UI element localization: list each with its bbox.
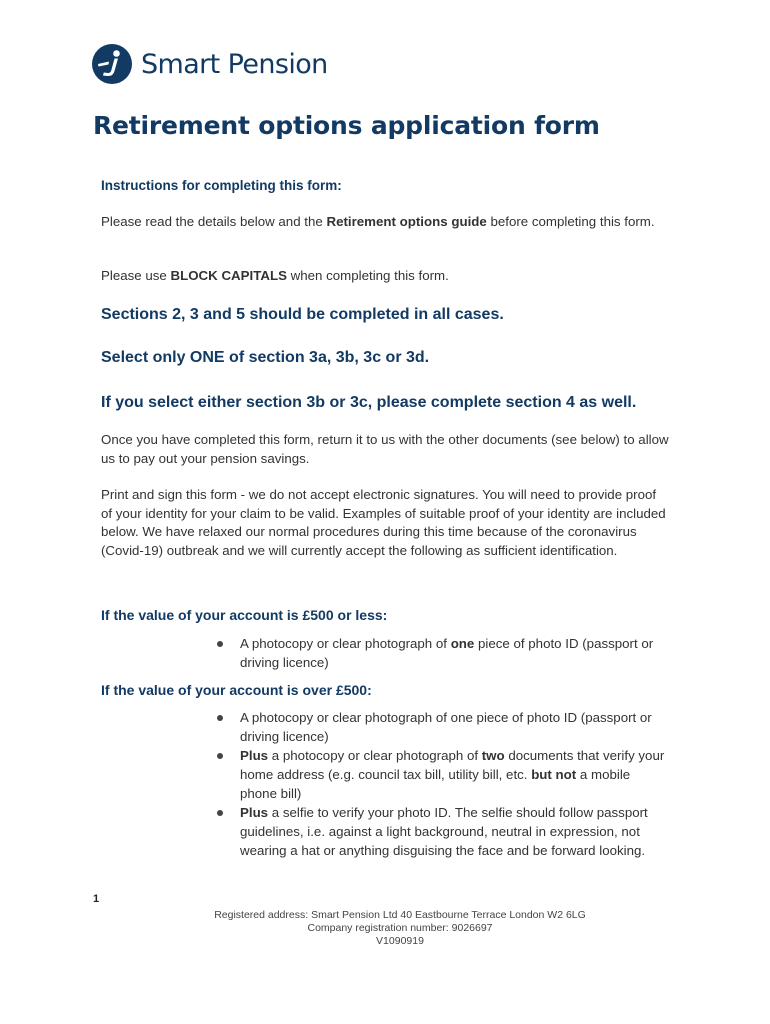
list-item: [217, 634, 667, 672]
bullet-icon: [217, 810, 223, 816]
instructions-paragraph-capitals: [101, 267, 661, 286]
over-500-list: [217, 708, 667, 860]
bullet-icon: [217, 641, 223, 647]
text: two: [481, 748, 505, 763]
list-item: [217, 803, 667, 860]
version-code: V1090919: [376, 935, 424, 947]
instructions-paragraph-guide: [101, 213, 661, 232]
retirement-options-guide-text: Retirement options guide: [326, 214, 487, 229]
text: A photocopy or clear photograph of one piece of photo ID (passport or driving licence): [240, 710, 652, 744]
print-sign-paragraph: Print and sign this form - we do not accept electronic signatures. You will need to provide proof of your identity for your claim to be valid. Examples of suitable proof of your identity are included below. We have relaxed our normal procedures during this time because of the coronavirus (Covid-19) outbreak and we will currently accept the following as sufficient identification.: [101, 487, 666, 558]
under-500-list: [217, 634, 667, 672]
page-number: 1: [93, 893, 100, 905]
text: Please read the details below and the: [101, 214, 327, 229]
page-footer: [0, 909, 770, 948]
text: Plus: [240, 748, 269, 763]
instructions-heading: Instructions for completing this form:: [101, 178, 342, 193]
list-item: [217, 708, 667, 746]
text: documents that verify your home address (e.g. council tax bill, utility bill, etc.: [240, 748, 665, 782]
return-paragraph: Once you have completed this form, return it to us with the other documents (see below) to allow us to pay out your pension savings.: [101, 432, 669, 466]
section-heading-select-one: Select only ONE of section 3a, 3b, 3c or 3d.: [101, 349, 430, 366]
text: one: [450, 636, 475, 651]
logo-wordmark: Smart Pension: [141, 48, 328, 80]
company-registration: Company registration number: 9026697: [307, 922, 493, 934]
text: Plus: [240, 805, 269, 820]
bullet-icon: [217, 715, 223, 721]
text: but not: [531, 767, 577, 782]
over-500-heading: If the value of your account is over £500:: [101, 682, 372, 698]
section-heading-all-cases: Sections 2, 3 and 5 should be completed in all cases.: [101, 306, 504, 323]
list-item: [217, 746, 667, 803]
text: when completing this form.: [286, 268, 449, 283]
block-capitals-text: BLOCK CAPITALS: [170, 268, 287, 283]
text: A photocopy or clear photograph of: [240, 636, 451, 651]
text: piece of photo ID (passport or driving licence): [240, 636, 654, 670]
smart-pension-logo-icon: [92, 44, 132, 84]
text: a mobile phone bill): [240, 767, 631, 801]
under-500-heading: If the value of your account is £500 or less:: [101, 607, 388, 623]
text: Please use: [101, 268, 171, 283]
text: before completing this form.: [486, 214, 655, 229]
bullet-icon: [217, 753, 223, 759]
section-heading-section-4: If you select either section 3b or 3c, please complete section 4 as well.: [101, 394, 637, 411]
text: a photocopy or clear photograph of: [268, 748, 482, 763]
page-title: Retirement options application form: [93, 111, 600, 140]
smart-pension-logo: [92, 44, 328, 84]
text: a selfie to verify your photo ID. The selfie should follow passport guidelines, i.e. against a light background, neutral in expression, not wearing a hat or anything disguising the face and be forward looking.: [240, 805, 648, 858]
registered-address: Registered address: Smart Pension Ltd 40 Eastbourne Terrace London W2 6LG: [214, 909, 586, 921]
